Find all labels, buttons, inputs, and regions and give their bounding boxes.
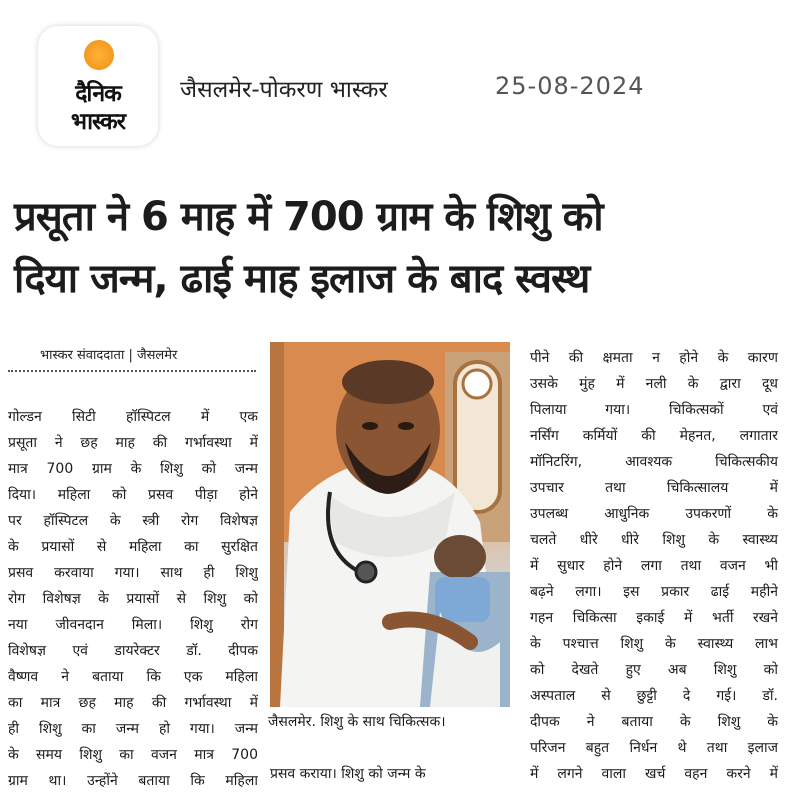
column-line: वैष्णव ने बताया कि एक महिला bbox=[8, 669, 258, 685]
photo-illustration bbox=[270, 342, 510, 707]
column-line: पीने की क्षमता न होने के कारण bbox=[530, 350, 778, 366]
photo-caption: जैसलमेर. शिशु के साथ चिकित्सक। bbox=[268, 714, 446, 730]
byline: भास्कर संवाददाता | जैसलमेर bbox=[40, 348, 178, 363]
dainik-bhaskar-logo[interactable] bbox=[38, 26, 158, 146]
app-header bbox=[0, 0, 788, 165]
column-line: मॉनिटरिंग, आवश्यक चिकित्सकीय bbox=[530, 454, 778, 470]
column-middle-line: प्रसव कराया। शिशु को जन्म के bbox=[270, 766, 426, 782]
column-line: प्रसव करवाया गया। साथ ही शिशु bbox=[8, 565, 258, 581]
column-line: उसके मुंह में नली के द्वारा दूध bbox=[530, 376, 778, 392]
column-line: पिलाया गया। चिकित्सकों एवं bbox=[530, 402, 778, 418]
article-column-right bbox=[530, 345, 778, 787]
column-line: बढ़ने लगा। इस प्रकार ढाई महीने bbox=[530, 584, 778, 600]
column-line: में लगने वाला खर्च वहन करने में bbox=[530, 766, 778, 782]
column-line: उपचार तथा चिकित्सालय में bbox=[530, 480, 778, 496]
column-line: के समय शिशु का वजन मात्र 700 bbox=[8, 747, 258, 763]
column-line: नर्सिंग कर्मियों की मेहनत, लगातार bbox=[530, 428, 778, 444]
column-line: के पश्चात्त शिशु के स्वास्थ्य लाभ bbox=[530, 636, 778, 652]
column-line: दीपक ने बताया के शिशु के bbox=[530, 714, 778, 730]
edition-name: जैसलमेर-पोकरण भास्कर bbox=[180, 77, 388, 103]
logo-text-line2: भास्कर bbox=[70, 109, 126, 135]
column-line: ग्राम था। उन्होंने बताया कि महिला bbox=[8, 773, 258, 789]
column-line: परिजन बहुत निर्धन थे तथा इलाज bbox=[530, 740, 778, 756]
column-line: चलते धीरे धीरे शिशु के स्वास्थ्य bbox=[530, 532, 778, 548]
logo-text-line1: दैनिक bbox=[75, 81, 121, 107]
sun-icon bbox=[84, 40, 114, 70]
article-column-left bbox=[8, 404, 258, 794]
column-line: गोल्डन सिटी हॉस्पिटल में एक bbox=[8, 409, 258, 425]
column-line: उपलब्ध आधुनिक उपकरणों के bbox=[530, 506, 778, 522]
column-line: प्रसूता ने छह माह की गर्भावस्था में bbox=[8, 435, 258, 451]
column-line: पर हॉस्पिटल के स्त्री रोग विशेषज्ञ bbox=[8, 513, 258, 529]
article-headline bbox=[14, 186, 784, 310]
column-line: अस्पताल से छुट्टी दे गई। डॉ. bbox=[530, 688, 778, 704]
headline-line: दिया जन्म, ढाई माह इलाज के बाद स्वस्थ bbox=[14, 256, 590, 302]
column-line: गहन चिकित्सा इकाई में भर्ती रखने bbox=[530, 610, 778, 626]
column-line: दिया। महिला को प्रसव पीड़ा होने bbox=[8, 487, 258, 503]
column-line: रोग विशेषज्ञ के प्रयासों से शिशु को bbox=[8, 591, 258, 607]
column-line: के प्रयासों से महिला का सुरक्षित bbox=[8, 539, 258, 555]
column-line: को देखते हुए अब शिशु को bbox=[530, 662, 778, 678]
doctor-with-infant-photo bbox=[270, 342, 510, 707]
edition-date: 25-08-2024 bbox=[495, 72, 645, 100]
column-line: में सुधार होने लगा तथा वजन भी bbox=[530, 558, 778, 574]
column-line: का मात्र छह माह की गर्भावस्था में bbox=[8, 695, 258, 711]
column-line: ही शिशु का जन्म हो गया। जन्म bbox=[8, 721, 258, 737]
byline-divider bbox=[8, 370, 256, 372]
column-line: विशेषज्ञ एवं डायरेक्टर डॉ. दीपक bbox=[8, 643, 258, 659]
column-line: मात्र 700 ग्राम के शिशु को जन्म bbox=[8, 461, 258, 477]
column-line: नया जीवनदान मिला। शिशु रोग bbox=[8, 617, 258, 633]
headline-line: प्रसूता ने 6 माह में 700 ग्राम के शिशु को bbox=[14, 194, 603, 240]
